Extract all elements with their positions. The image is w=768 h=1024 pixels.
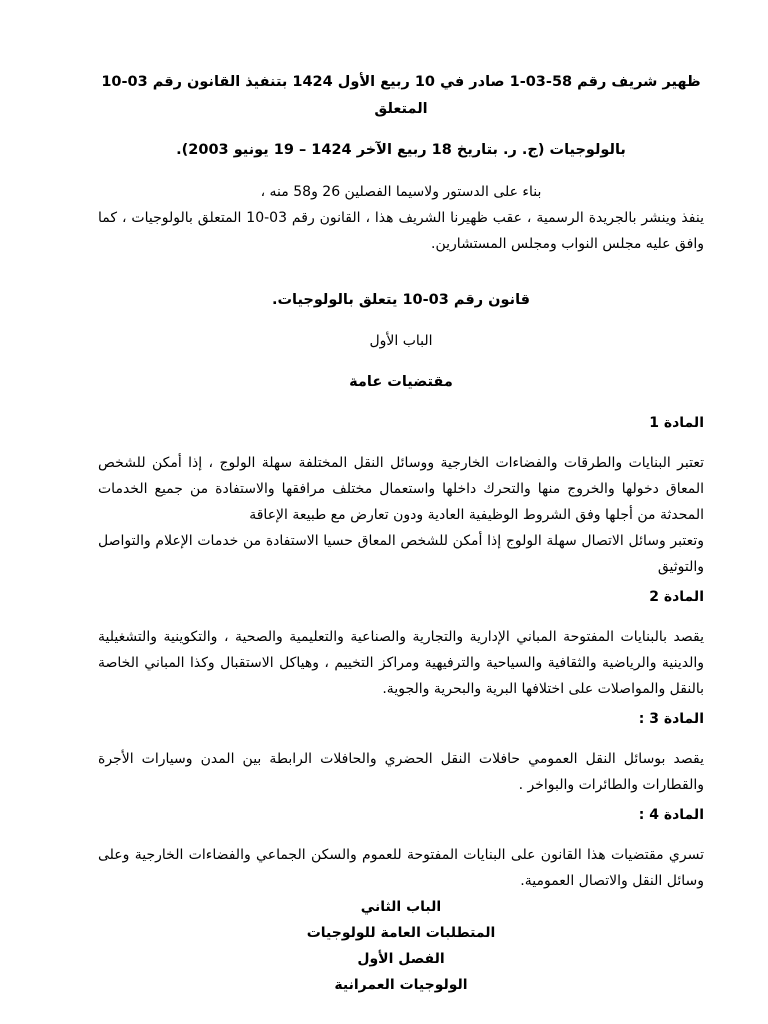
dahir-title-line-2: بالولوجيات (ج. ر. بتاريخ 18 ربيع الآخر 1424 – 19 يونيو 2003).	[176, 142, 626, 158]
article-1-paragraph-2: وتعتبر وسائل الاتصال سهلة الولوج إذا أمكن للشخص المعاق حسيا الاستفادة من خدمات الإعلام والتواصل والتوثيق	[98, 533, 704, 575]
part-1-title: الباب الأول	[369, 333, 433, 349]
article-3-heading: المادة 3 :	[638, 711, 704, 727]
article-4-heading: المادة 4 :	[638, 807, 704, 823]
article-3-paragraph-1: يقصد بوسائل النقل العمومي حافلات النقل الحضري والحافلات الرابطة بين المدن وسيارات الأجرة والقطارات والطائرات والبواخر .	[98, 751, 704, 793]
article-1-paragraph-1: تعتبر البنايات والطرقات والفضاءات الخارجية ووسائل النقل المختلفة سهلة الولوج ، إذا أمكن للشخص المعاق دخولها والخروج منها والتحرك داخلها واستعمال مختلف مرافقها والاستفادة من جميع الخدمات المحدثة من أجلها وفق الشروط الوظيفية العادية ودون تعارض مع طبيعة الإعاقة	[98, 455, 704, 523]
part-2-subtitle: المتطلبات العامة للولوجيات	[306, 925, 496, 941]
preamble-body: ينفذ وينشر بالجريدة الرسمية ، عقب ظهيرنا الشريف هذا ، القانون رقم 03-10 المتعلق بالولوجيات ، كما وافق عليه مجلس النواب ومجلس المستشارين.	[98, 209, 704, 252]
part-1-subtitle: مقتضيات عامة	[349, 373, 453, 390]
chapter-1-subtitle: الولوجيات العمرانية	[334, 977, 468, 993]
preamble-basis: بناء على الدستور ولاسيما الفصلين 26 و58 منه ،	[260, 183, 542, 200]
article-1-heading: المادة 1	[649, 415, 704, 431]
article-2-paragraph-1: يقصد بالبنايات المفتوحة المباني الإدارية والتجارية والصناعية والتعليمية والصحية ، والتكوينية والتشغيلية والدينية والرياضية والثقافية والسياحية والترفيهية ومراكز التخييم ، وهياكل الاستقبال وكذا المباني الخاصة بالنقل والمواصلات على اختلافها البرية والبحرية والجوية.	[98, 629, 704, 697]
article-2-heading: المادة 2	[649, 589, 704, 605]
article-4-paragraph-1: تسري مقتضيات هذا القانون على البنايات المفتوحة للعموم والسكن الجماعي والفضاءات الخارجية وعلى وسائل النقل والاتصال العمومية.	[98, 847, 704, 889]
dahir-title-line-1: ظهير شريف رقم 58-03-1 صادر في 10 ربيع الأول 1424 بتنفيذ القانون رقم 03-10 المتعلق	[101, 73, 701, 117]
part-2-title: الباب الثاني	[360, 899, 442, 915]
law-title: قانون رقم 03-10 يتعلق بالولوجيات.	[271, 291, 531, 308]
chapter-1-title: الفصل الأول	[357, 951, 445, 967]
